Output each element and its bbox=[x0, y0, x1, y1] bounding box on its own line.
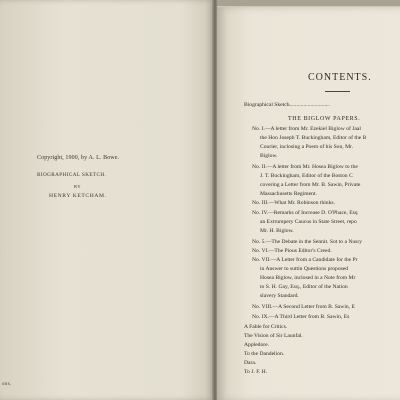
toc-line: J. T. Buckingham, Editor of the Boston C bbox=[260, 173, 353, 179]
toc-line: A Fable for Critics. bbox=[244, 324, 288, 330]
toc-line: an Extrumpery Caucus in State Street, repo bbox=[260, 219, 357, 225]
left-page-fragment: ons. bbox=[2, 382, 12, 387]
contents-title: CONTENTS. bbox=[308, 72, 372, 83]
author-name: HENRY KETCHAM. bbox=[49, 193, 107, 199]
toc-line: To J. F. H. bbox=[244, 369, 268, 375]
title-rule bbox=[325, 91, 350, 92]
toc-line: in Answer to suttin Questions proposed bbox=[260, 266, 349, 272]
by-line: BY bbox=[73, 184, 82, 189]
toc-line: No. 5.—The Debate in the Sennit. Sot to a Nusry bbox=[252, 239, 362, 245]
toc-line: No. VI.—The Pious Editor's Creed. bbox=[252, 248, 332, 254]
toc-line: No. VII.—A Letter from a Candidate for the Pr bbox=[252, 257, 358, 263]
toc-line: Hosea Biglow, inclosed in a Note from Mr bbox=[260, 275, 356, 281]
toc-biographical-sketch: Biographical Sketch............................. bbox=[244, 102, 331, 108]
toc-line: slavery Standard. bbox=[260, 293, 299, 299]
toc-line: to S. H. Gay, Esq., Editor of the Nation bbox=[260, 284, 348, 290]
toc-line: No. IX.—A Third Letter from B. Sawin, Es bbox=[252, 314, 350, 320]
toc-line: No. VIII.—A Second Letter from B. Sawin, E bbox=[252, 304, 355, 310]
toc-line: Dara. bbox=[244, 360, 257, 366]
toc-line: No. III.—What Mr. Robinson thinks. bbox=[252, 200, 335, 206]
toc-line: No. II.—A letter from Mr. Hosea Biglow to the bbox=[252, 164, 358, 170]
toc-line: Biglow. bbox=[260, 153, 278, 159]
toc-line: covering a Letter from Mr. B. Sawin, Private bbox=[260, 182, 361, 188]
toc-line: Massachusetts Regiment. bbox=[260, 191, 317, 197]
toc-line: Mr. H. Biglow. bbox=[260, 228, 294, 234]
toc-line: No. IV.—Remarks of Increase D. O'Phace, Esq bbox=[252, 210, 358, 216]
biglow-papers-heading: THE BIGLOW PAPERS. bbox=[288, 116, 361, 122]
copyright-notice: Copyright, 1900, by A. L. Bowe. bbox=[37, 155, 120, 161]
toc-line: Courier, inclosing a Poem of his Son, Mr. bbox=[260, 144, 354, 150]
toc-line: Appledore. bbox=[244, 342, 270, 348]
toc-line: the Hon Joseph T. Buckingham, Editor of the B bbox=[260, 135, 367, 141]
biographical-sketch-heading: BIOGRAPHICAL SKETCH. bbox=[37, 172, 107, 178]
toc-line: The Vision of Sir Launfal. bbox=[244, 333, 303, 339]
toc-line: No. I.—A letter from Mr. Ezekiel Biglow of Jaal bbox=[252, 126, 361, 132]
toc-line: To the Dandelion. bbox=[244, 351, 285, 357]
